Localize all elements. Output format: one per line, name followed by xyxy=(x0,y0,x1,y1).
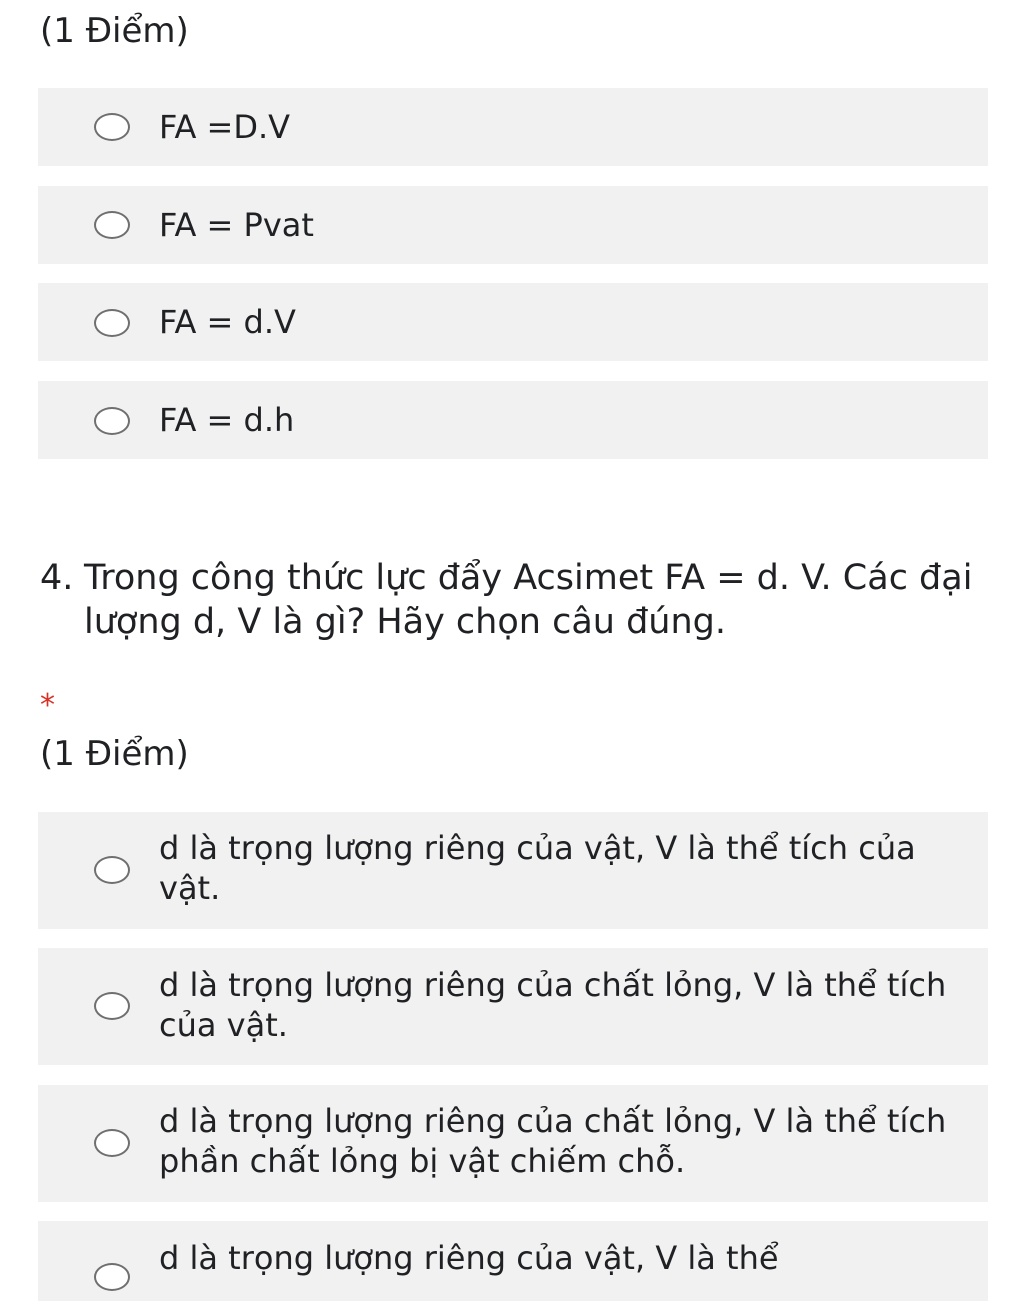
radio-button[interactable] xyxy=(94,113,130,141)
option-label: FA =D.V xyxy=(159,108,291,146)
radio-button[interactable] xyxy=(94,309,130,337)
question-4-option-2[interactable] xyxy=(38,948,988,1065)
radio-button[interactable] xyxy=(94,407,130,435)
question-3-option-3[interactable] xyxy=(38,283,988,361)
question-text: Trong công thức lực đẩy Acsimet FA = d. V. Các đại lượng d, V là gì? Hãy chọn câu đúng. xyxy=(84,558,973,642)
radio-button[interactable] xyxy=(94,1263,130,1291)
option-label: d là trọng lượng riêng của chất lỏng, V là thể tích phần chất lỏng bị vật chiếm chỗ. xyxy=(159,1102,947,1180)
question-4-option-1[interactable] xyxy=(38,812,988,929)
option-label: d là trọng lượng riêng của vật, V là thể xyxy=(159,1239,779,1277)
radio-button[interactable] xyxy=(94,856,130,884)
radio-button[interactable] xyxy=(94,211,130,239)
question-4-points: (1 Điểm) xyxy=(40,734,189,774)
question-number: 4. xyxy=(40,558,74,598)
question-4-option-4[interactable] xyxy=(38,1221,988,1301)
option-label: d là trọng lượng riêng của vật, V là thể tích của vật. xyxy=(159,829,916,907)
question-3-points: (1 Điểm) xyxy=(40,11,189,51)
required-marker: * xyxy=(40,688,55,723)
question-3-option-4[interactable] xyxy=(38,381,988,459)
option-label: FA = d.h xyxy=(159,401,295,439)
radio-button[interactable] xyxy=(94,992,130,1020)
option-label: FA = d.V xyxy=(159,303,296,341)
option-label: FA = Pvat xyxy=(159,206,314,244)
question-4-option-3[interactable] xyxy=(38,1085,988,1202)
question-4-title xyxy=(40,556,1000,644)
option-label: d là trọng lượng riêng của chất lỏng, V là thể tích của vật. xyxy=(159,966,947,1044)
question-3-option-2[interactable] xyxy=(38,186,988,264)
question-3-option-1[interactable] xyxy=(38,88,988,166)
radio-button[interactable] xyxy=(94,1129,130,1157)
